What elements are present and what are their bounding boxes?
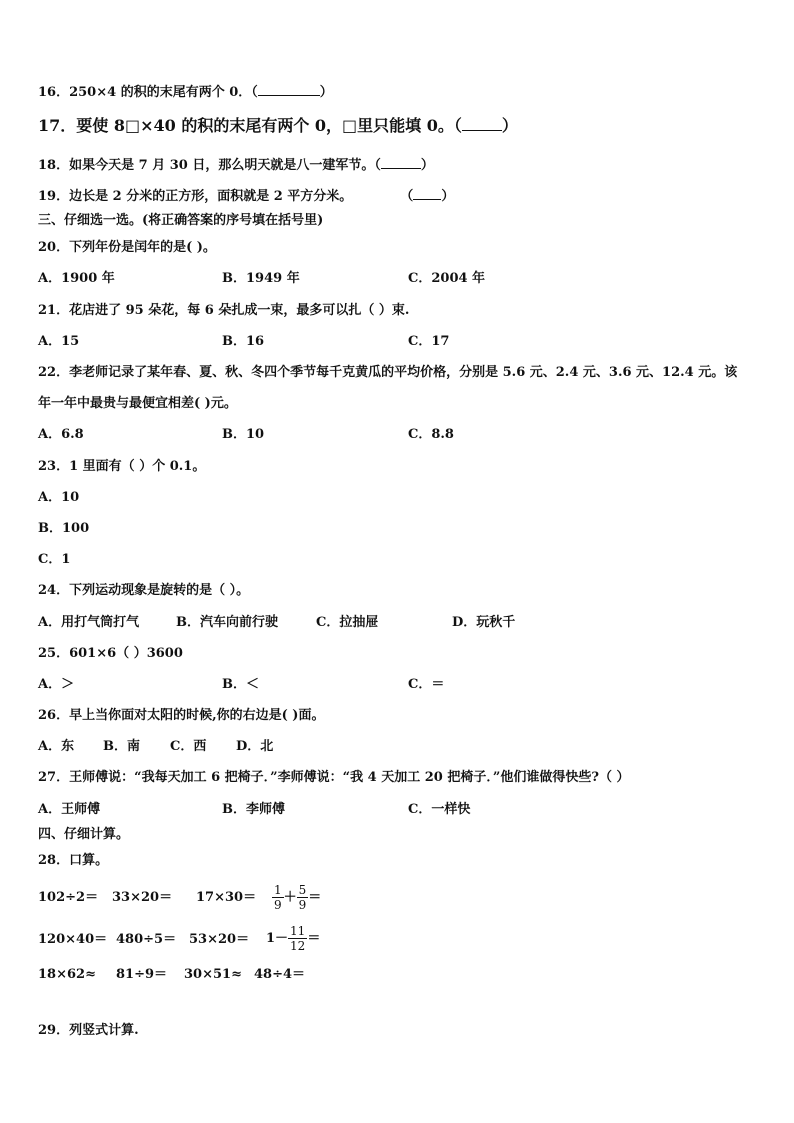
close-paren: ） bbox=[441, 189, 455, 204]
option-b[interactable]: B．李师傅 bbox=[222, 802, 285, 817]
section-3-heading: 三、仔细选一选。(将正确答案的序号填在括号里) bbox=[38, 213, 324, 228]
plus-sign: ＋ bbox=[283, 890, 297, 905]
fraction-calc-1 bbox=[272, 880, 321, 916]
calc-item: 33×20＝ bbox=[112, 890, 173, 905]
option-b[interactable]: B．100 bbox=[38, 521, 90, 536]
option-b[interactable]: B．南 bbox=[103, 739, 140, 754]
option-a[interactable]: A．用打气筒打气 bbox=[38, 615, 140, 630]
option-a[interactable]: A．＞ bbox=[38, 677, 75, 692]
option-a[interactable]: A．6.8 bbox=[38, 427, 84, 442]
question-text: 口算。 bbox=[69, 853, 109, 868]
option-b[interactable]: B．1949 年 bbox=[222, 271, 300, 286]
option-a[interactable]: A．王师傅 bbox=[38, 802, 101, 817]
answer-blank[interactable] bbox=[381, 155, 421, 169]
one-minus: 1－ bbox=[266, 931, 289, 946]
option-c[interactable]: C．＝ bbox=[408, 677, 445, 692]
question-number: 18． bbox=[38, 158, 70, 173]
fraction bbox=[297, 883, 309, 912]
option-c[interactable]: C．一样快 bbox=[408, 802, 471, 817]
question-27 bbox=[38, 769, 630, 787]
calc-item: 53×20＝ bbox=[189, 932, 250, 947]
option-c[interactable]: C．1 bbox=[38, 552, 71, 567]
question-text: 下列运动现象是旋转的是（ ）。 bbox=[69, 583, 250, 598]
option-b[interactable]: B．＜ bbox=[222, 677, 259, 692]
numerator: 1 bbox=[274, 883, 282, 897]
question-18 bbox=[38, 155, 434, 175]
question-number: 25． bbox=[38, 646, 70, 661]
option-a[interactable]: A．15 bbox=[38, 334, 80, 349]
calc-item: 102÷2＝ bbox=[38, 890, 99, 905]
option-c[interactable]: C．17 bbox=[408, 334, 450, 349]
question-text: 下列年份是闰年的是( )。 bbox=[69, 240, 216, 255]
option-c[interactable]: C．2004 年 bbox=[408, 271, 486, 286]
close-paren: ） bbox=[420, 158, 434, 173]
question-number: 20． bbox=[38, 240, 70, 255]
equals-sign: ＝ bbox=[307, 931, 321, 946]
question-number: 21． bbox=[38, 303, 70, 318]
denominator: 9 bbox=[298, 898, 307, 912]
question-number: 27． bbox=[38, 770, 70, 785]
question-number: 17． bbox=[38, 116, 77, 135]
denominator: 12 bbox=[290, 939, 306, 953]
question-text: 早上当你面对太阳的时候,你的右边是( )面。 bbox=[69, 708, 325, 723]
numerator: 5 bbox=[298, 883, 307, 897]
fraction bbox=[272, 883, 284, 912]
question-text: 花店进了 95 朵花，每 6 朵扎成一束，最多可以扎（ ）束. bbox=[69, 303, 410, 318]
question-22-line2: 年一年中最贵与最便宜相差( )元。 bbox=[38, 396, 237, 411]
question-25 bbox=[38, 645, 183, 663]
option-b[interactable]: B．汽车向前行驶 bbox=[176, 615, 278, 630]
option-c[interactable]: C．拉抽屉 bbox=[316, 615, 379, 630]
question-text: 王师傅说：“我每天加工 6 把椅子．”李师傅说：“我 4 天加工 20 把椅子．”他们谁做得快些?（ ） bbox=[69, 770, 630, 785]
close-paren: ） bbox=[319, 85, 333, 100]
question-26 bbox=[38, 707, 324, 725]
option-c[interactable]: C．西 bbox=[170, 739, 207, 754]
option-a[interactable]: A．10 bbox=[38, 490, 80, 505]
question-text: 列竖式计算. bbox=[69, 1023, 139, 1038]
calc-item: 18×62≈ bbox=[38, 967, 96, 982]
answer-blank[interactable] bbox=[462, 117, 502, 131]
question-number: 26． bbox=[38, 708, 70, 723]
denominator: 9 bbox=[274, 898, 282, 912]
calc-item: 480÷5＝ bbox=[116, 932, 177, 947]
question-19 bbox=[38, 186, 454, 206]
question-20 bbox=[38, 239, 216, 257]
question-number: 28． bbox=[38, 853, 70, 868]
question-23 bbox=[38, 458, 205, 476]
question-29 bbox=[38, 1022, 139, 1040]
question-28 bbox=[38, 852, 108, 870]
option-a[interactable]: A．东 bbox=[38, 739, 75, 754]
equals-sign: ＝ bbox=[308, 890, 322, 905]
calc-item: 81÷9＝ bbox=[116, 967, 168, 982]
calc-item: 30×51≈ bbox=[184, 967, 242, 982]
question-number: 29． bbox=[38, 1023, 70, 1038]
answer-blank[interactable] bbox=[413, 186, 441, 200]
open-paren: （ bbox=[400, 189, 414, 204]
fraction-calc-2 bbox=[266, 921, 320, 957]
calc-item: 48÷4＝ bbox=[254, 967, 306, 982]
question-text: 601×6（ ）3600 bbox=[69, 646, 183, 661]
question-number: 22． bbox=[38, 365, 70, 380]
question-17 bbox=[38, 117, 518, 135]
option-b[interactable]: B．16 bbox=[222, 334, 265, 349]
question-number: 23． bbox=[38, 459, 70, 474]
calc-item: 120×40＝ bbox=[38, 932, 108, 947]
option-d[interactable]: D．玩秋千 bbox=[452, 615, 516, 630]
question-number: 16． bbox=[38, 85, 70, 100]
question-24 bbox=[38, 582, 249, 600]
section-4-heading: 四、仔细计算。 bbox=[38, 827, 130, 842]
question-text: 250×4 的积的末尾有两个 0．（ bbox=[69, 85, 258, 100]
question-number: 24． bbox=[38, 583, 70, 598]
close-paren: ） bbox=[501, 116, 518, 135]
option-c[interactable]: C．8.8 bbox=[408, 427, 454, 442]
question-number: 19． bbox=[38, 189, 70, 204]
question-21 bbox=[38, 302, 409, 320]
fraction bbox=[288, 924, 307, 953]
numerator: 11 bbox=[290, 924, 306, 938]
question-text: 如果今天是 7 月 30 日，那么明天就是八一建军节。（ bbox=[69, 158, 381, 173]
question-text: 李老师记录了某年春、夏、秋、冬四个季节每千克黄瓜的平均价格，分别是 5.6 元、2.4 元、3.6 元、12.4 元。该 bbox=[69, 365, 738, 380]
option-b[interactable]: B．10 bbox=[222, 427, 265, 442]
question-22 bbox=[38, 364, 737, 382]
option-a[interactable]: A．1900 年 bbox=[38, 271, 115, 286]
answer-blank[interactable] bbox=[258, 82, 320, 96]
calc-item: 17×30＝ bbox=[196, 890, 257, 905]
question-text: 要使 8□×40 的积的末尾有两个 0，□里只能填 0。（ bbox=[76, 116, 462, 135]
option-d[interactable]: D．北 bbox=[236, 739, 274, 754]
question-16 bbox=[38, 82, 333, 102]
question-text: 边长是 2 分米的正方形，面积就是 2 平方分米。 bbox=[69, 189, 353, 204]
question-text: 1 里面有（ ）个 0.1。 bbox=[69, 459, 206, 474]
